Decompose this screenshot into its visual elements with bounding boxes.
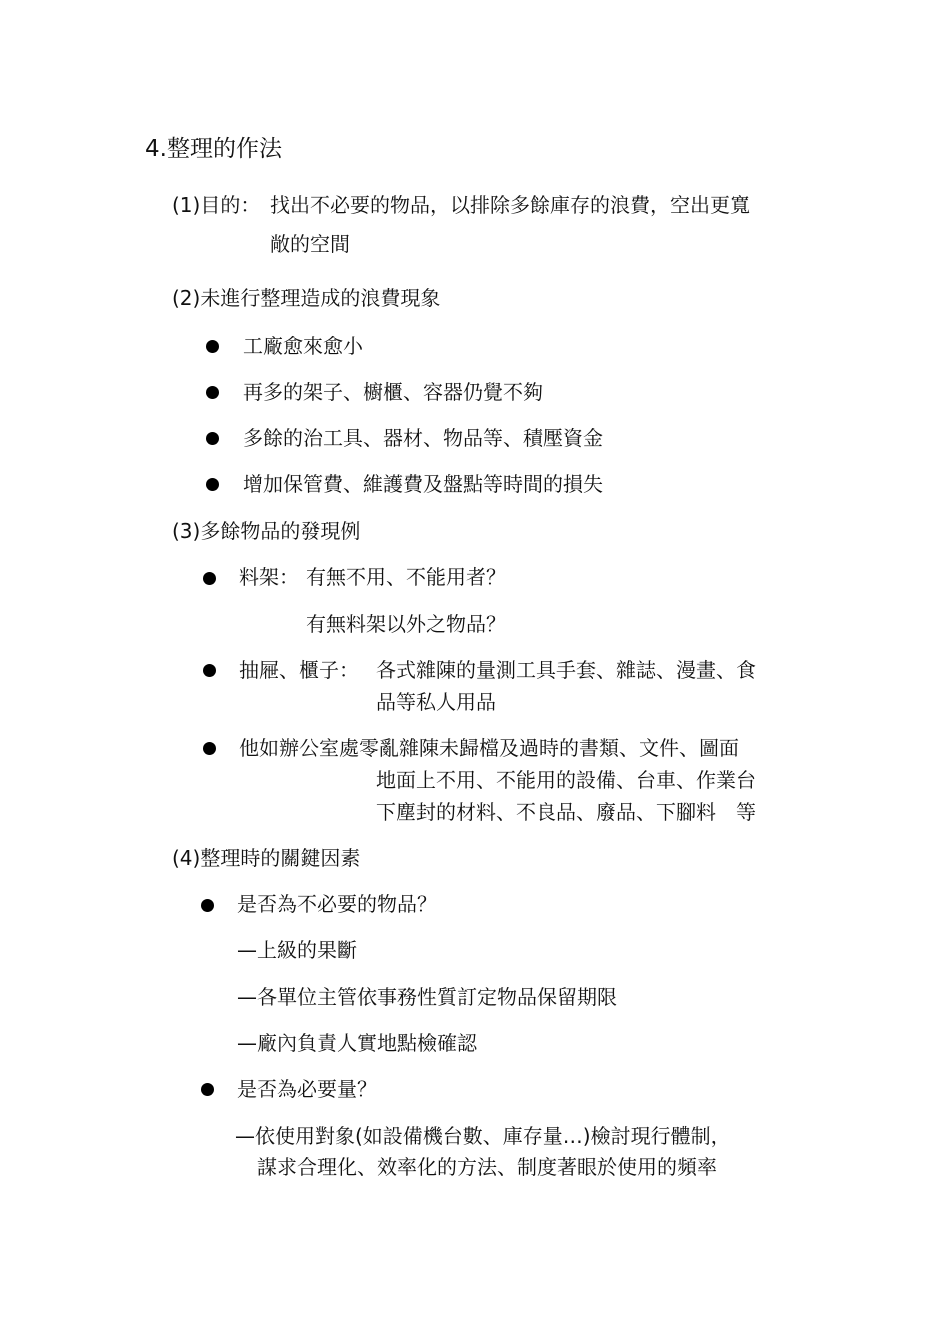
drawer-text-line2: 品等私人用品 [376, 690, 496, 714]
excess-heading: (3)多餘物品的發現例 [172, 519, 361, 543]
bullet-icon [203, 664, 216, 677]
factor-item: —上級的果斷 [237, 938, 357, 962]
bullet-icon [203, 572, 216, 585]
waste-item: 工廠愈來愈小 [243, 334, 363, 358]
bullet-icon [201, 1083, 214, 1096]
waste-heading: (2)未進行整理造成的浪費現象 [172, 286, 441, 310]
shelf-label: 料架： [239, 565, 299, 589]
waste-item: 增加保管費、維護費及盤點等時間的損失 [243, 472, 603, 496]
office-text-line1: 他如辦公室處零亂雜陳未歸檔及過時的書類、文件、圖面 [239, 736, 739, 760]
bullet-icon [201, 899, 214, 912]
bullet-icon [206, 432, 219, 445]
bullet-icon [203, 742, 216, 755]
purpose-text-line1: 找出不必要的物品，以排除多餘庫存的浪費，空出更寬 [270, 193, 750, 217]
purpose-text-line2: 敞的空間 [270, 232, 350, 256]
key-factors-heading: (4)整理時的關鍵因素 [172, 846, 361, 870]
shelf-text-line2: 有無料架以外之物品？ [306, 612, 506, 636]
factor-item: —各單位主管依事務性質訂定物品保留期限 [237, 985, 617, 1009]
factor-item: —廠內負責人實地點檢確認 [237, 1031, 477, 1055]
shelf-text-line1: 有無不用、不能用者？ [306, 565, 506, 589]
bullet-icon [206, 340, 219, 353]
waste-item: 再多的架子、櫥櫃、容器仍覺不夠 [243, 380, 543, 404]
necessary-text-line1: —依使用對象(如設備機台數、庫存量…)檢討現行體制， [235, 1124, 731, 1148]
necessary-text-line2: 謀求合理化、效率化的方法、制度著眼於使用的頻率 [257, 1155, 717, 1179]
purpose-label: (1)目的： [172, 193, 261, 217]
bullet-icon [206, 386, 219, 399]
drawer-text-line1: 各式雜陳的量測工具手套、雜誌、漫畫、食 [376, 658, 756, 682]
waste-item: 多餘的治工具、器材、物品等、積壓資金 [243, 426, 603, 450]
question-unnecessary: 是否為不必要的物品？ [237, 892, 437, 916]
office-text-line2: 地面上不用、不能用的設備、台車、作業台 [376, 768, 756, 792]
office-text-line3: 下塵封的材料、不良品、廢品、下腳料 等 [376, 800, 756, 824]
question-necessary: 是否為必要量？ [237, 1077, 377, 1101]
drawer-label: 抽屜、櫃子： [239, 658, 359, 682]
section-title: 4.整理的作法 [145, 136, 282, 162]
bullet-icon [206, 478, 219, 491]
